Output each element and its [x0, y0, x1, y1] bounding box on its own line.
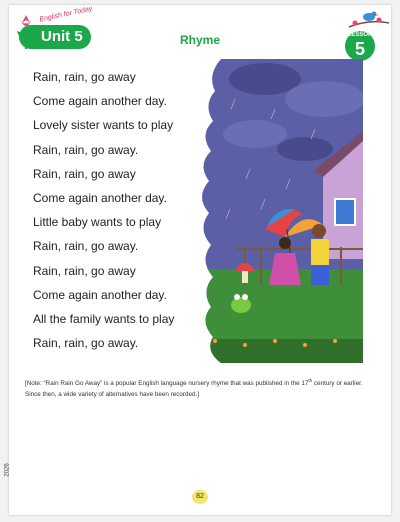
series-label: English for Today	[38, 5, 93, 24]
side-year-label: 2026	[4, 463, 11, 477]
poem-line: Come again another day.	[33, 190, 167, 205]
page-title: Rhyme	[179, 33, 220, 47]
footnote-superscript: th	[308, 378, 313, 383]
page-header	[9, 5, 391, 65]
rain-scene-illustration	[195, 59, 363, 363]
poem-line: Little baby wants to play	[33, 215, 162, 230]
rhyme-text	[33, 65, 213, 355]
footnote-text-end: century or earlier. Since then, a wide variety of alternatives have been recorded.]	[25, 380, 363, 399]
lesson-label: LESSON	[347, 32, 373, 38]
poem-line: All the family wants to play	[33, 311, 175, 326]
page-number: 82	[192, 490, 208, 504]
unit-badge: Unit 5	[19, 25, 91, 49]
textbook-page	[4, 5, 391, 515]
lesson-number: 5	[354, 39, 365, 59]
footnote	[25, 375, 375, 400]
lesson-badge-group	[327, 5, 391, 65]
lesson-badge	[345, 31, 375, 61]
bird-on-branch-icon	[349, 7, 389, 31]
poem-line: Rain, rain, go away.	[33, 336, 139, 351]
poem-line: Come again another day.	[33, 94, 167, 109]
poem-line: Rain, rain, go away	[33, 166, 136, 181]
poem-line: Rain, rain, go away	[33, 70, 136, 84]
poem-line: Rain, rain, go away.	[33, 239, 139, 254]
poem-line: Come again another day.	[33, 287, 167, 302]
poem-line: Lovely sister wants to play	[33, 118, 174, 133]
footnote-text-start: [Note: “Rain Rain Go Away” is a popular English language nursery rhyme that was published in the 17	[25, 380, 309, 388]
poem-line: Rain, rain, go away.	[33, 142, 139, 157]
poem-line: Rain, rain, go away	[33, 263, 136, 278]
